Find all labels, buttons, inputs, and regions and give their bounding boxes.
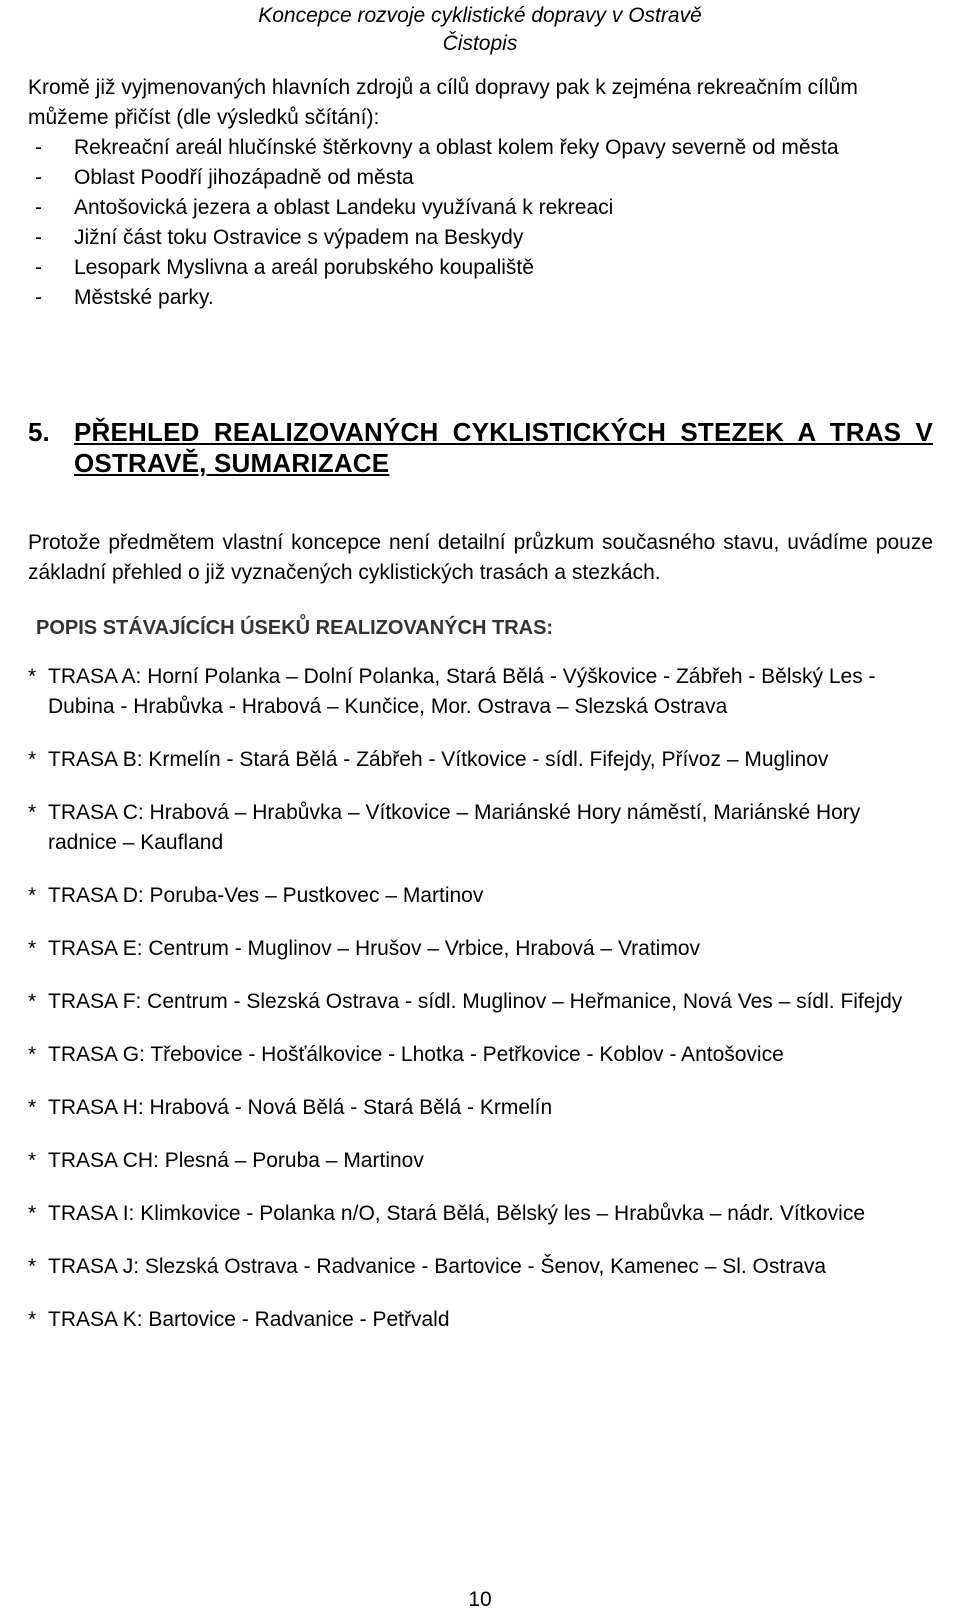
route-text: TRASA J: Slezská Ostrava - Radvanice - Bartovice - Šenov, Kamenec – Sl. Ostrava — [48, 1255, 827, 1278]
section-number: 5. — [28, 417, 50, 447]
route-text: TRASA D: Poruba-Ves – Pustkovec – Martinov — [48, 884, 484, 907]
route-marker: * — [28, 1255, 37, 1278]
list-item-text: Lesopark Myslivna a areál porubského koupaliště — [74, 256, 534, 279]
list-item — [28, 283, 933, 313]
document-subtitle: Čistopis — [442, 32, 518, 55]
list-item-text: Jižní část toku Ostravice s výpadem na Beskydy — [74, 226, 524, 249]
list-item — [28, 253, 933, 283]
bullet-marker: - — [35, 256, 42, 279]
list-item-text: Městské parky. — [74, 286, 214, 309]
body-paragraph: Protože předmětem vlastní koncepce není detailní průzkum současného stavu, uvádíme pouze základní přehled o již vyznačených cyklistických trasách a stezkách. — [28, 531, 933, 584]
section-title: PŘEHLED REALIZOVANÝCH CYKLISTICKÝCH STEZEK A TRAS V OSTRAVĚ, SUMARIZACE — [74, 417, 933, 478]
bullet-marker: - — [35, 286, 42, 309]
route-item — [28, 1093, 933, 1123]
route-marker: * — [28, 990, 37, 1013]
route-item — [28, 798, 933, 858]
route-text: TRASA CH: Plesná – Poruba – Martinov — [48, 1149, 424, 1172]
intro-paragraph: Kromě již vyjmenovaných hlavních zdrojů a cílů dopravy pak k zejména rekreačním cílům můžeme přičíst (dle výsledků sčítání): — [28, 76, 858, 129]
route-item — [28, 745, 933, 775]
list-item — [28, 223, 933, 253]
list-item — [28, 193, 933, 223]
routes-subheading: POPIS STÁVAJÍCÍCH ÚSEKŮ REALIZOVANÝCH TRAS: — [36, 617, 554, 639]
route-marker: * — [28, 1202, 37, 1225]
page-number: 10 — [468, 1588, 492, 1611]
route-text: TRASA I: Klimkovice - Polanka n/O, Stará Bělá, Bělský les – Hrabůvka – nádr. Vítkovice — [48, 1202, 866, 1225]
route-text: TRASA C: Hrabová – Hrabůvka – Vítkovice – Mariánské Hory náměstí, Mariánské Hory radnice – Kaufland — [48, 801, 861, 854]
route-item — [28, 1252, 933, 1282]
page-header — [0, 2, 960, 58]
route-text: TRASA H: Hrabová - Nová Bělá - Stará Bělá - Krmelín — [48, 1096, 553, 1119]
route-marker: * — [28, 884, 37, 907]
routes-list — [28, 662, 933, 1335]
intro-block — [28, 73, 933, 313]
bullet-marker: - — [35, 136, 42, 159]
route-marker: * — [28, 937, 37, 960]
route-text: TRASA F: Centrum - Slezská Ostrava - sídl. Muglinov – Heřmanice, Nová Ves – sídl. Fifejdy — [48, 990, 903, 1013]
list-item-text: Oblast Poodří jihozápadně od města — [74, 166, 414, 189]
route-marker: * — [28, 1043, 37, 1066]
route-item — [28, 1040, 933, 1070]
route-text: TRASA E: Centrum - Muglinov – Hrušov – Vrbice, Hrabová – Vratimov — [48, 937, 701, 960]
route-item — [28, 1305, 933, 1335]
route-text: TRASA K: Bartovice - Radvanice - Petřvald — [48, 1308, 450, 1331]
bullet-marker: - — [35, 226, 42, 249]
route-marker: * — [28, 665, 37, 688]
route-text: TRASA A: Horní Polanka – Dolní Polanka, Stará Bělá - Výškovice - Zábřeh - Bělský Les - Dubina - Hrabůvka - Hrabová – Kunčice, Mor. Ostrava – Slezská Ostrava — [48, 665, 876, 718]
list-item — [28, 163, 933, 193]
section-heading — [28, 417, 933, 479]
list-item-text: Rekreační areál hlučínské štěrkovny a oblast kolem řeky Opavy severně od města — [74, 136, 839, 159]
route-text: TRASA B: Krmelín - Stará Bělá - Zábřeh - Vítkovice - sídl. Fifejdy, Přívoz – Muglinov — [48, 748, 829, 771]
route-item — [28, 1199, 933, 1229]
destinations-list — [28, 133, 933, 313]
route-item — [28, 987, 933, 1017]
route-marker: * — [28, 1308, 37, 1331]
list-item — [28, 133, 933, 163]
route-text: TRASA G: Třebovice - Hošťálkovice - Lhotka - Petřkovice - Koblov - Antošovice — [48, 1043, 784, 1066]
bullet-marker: - — [35, 166, 42, 189]
route-item — [28, 662, 933, 722]
route-marker: * — [28, 801, 37, 824]
route-marker: * — [28, 1096, 37, 1119]
bullet-marker: - — [35, 196, 42, 219]
route-item — [28, 934, 933, 964]
route-item — [28, 881, 933, 911]
route-item — [28, 1146, 933, 1176]
list-item-text: Antošovická jezera a oblast Landeku využívaná k rekreaci — [74, 196, 614, 219]
document-title: Koncepce rozvoje cyklistické dopravy v Ostravě — [258, 4, 702, 27]
route-marker: * — [28, 1149, 37, 1172]
route-marker: * — [28, 748, 37, 771]
